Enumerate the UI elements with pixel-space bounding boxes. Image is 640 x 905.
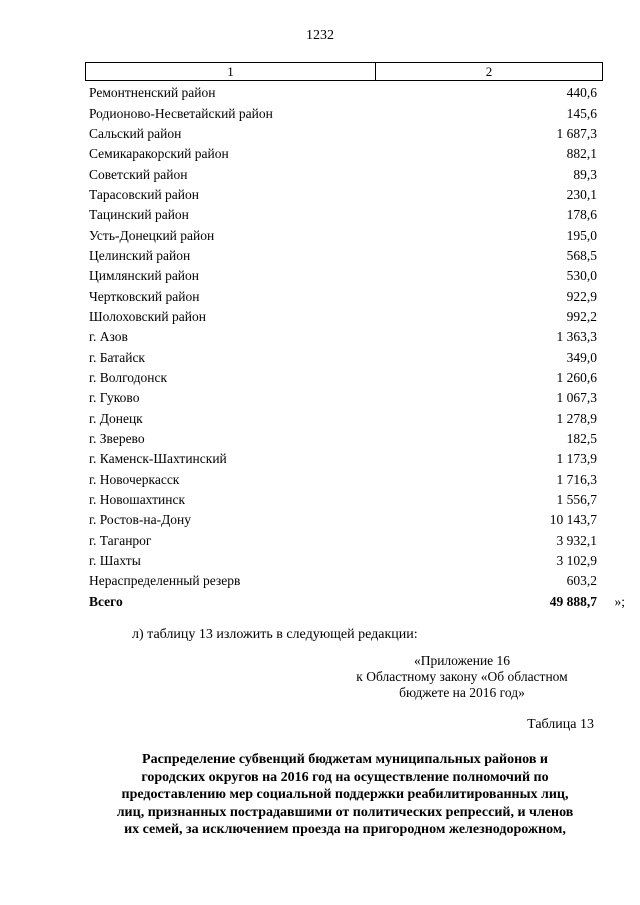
row-name: г. Каменск-Шахтинский: [89, 451, 227, 467]
page-number: 1232: [306, 28, 334, 43]
row-name: г. Новочеркасск: [89, 471, 180, 487]
appendix-line: к Областному закону «Об областном: [356, 669, 568, 684]
table-row: [85, 205, 603, 225]
row-name: Целинский район: [89, 247, 191, 263]
table-row: [85, 490, 603, 510]
row-name: Усть-Донецкий район: [89, 227, 215, 243]
row-name: г. Азов: [89, 329, 128, 345]
row-name: Родионово-Несветайский район: [89, 105, 273, 121]
row-value: 145,6: [566, 105, 597, 121]
appendix-reference: [330, 653, 594, 701]
table-row: [85, 409, 603, 429]
title-line: их семей, за исключением проезда на пригородном железнодорожном,: [124, 822, 566, 837]
table-header: [85, 62, 603, 81]
row-value: 882,1: [566, 146, 597, 162]
total-value: 49 888,7: [549, 593, 597, 609]
table-row: [85, 185, 603, 205]
row-value: 182,5: [566, 431, 597, 447]
appendix-line: «Приложение 16: [413, 653, 511, 668]
row-name: г. Ростов-на-Дону: [89, 512, 192, 528]
table-row: [85, 286, 603, 306]
row-value: 230,1: [566, 186, 597, 202]
row-value: 530,0: [566, 268, 597, 284]
row-value: 1 687,3: [556, 125, 597, 141]
row-value: 440,6: [566, 85, 597, 101]
title-line: лиц, признанных пострадавшими от политических репрессий, и членов: [116, 804, 574, 820]
table-row: [85, 307, 603, 327]
row-name: Нераспределенный резерв: [89, 573, 241, 589]
row-name: Семикаракорский район: [89, 146, 229, 162]
table-row: [85, 531, 603, 551]
table-row: [85, 388, 603, 408]
row-value: 568,5: [566, 247, 597, 263]
row-name: г. Батайск: [89, 349, 145, 365]
row-value: 603,2: [566, 573, 597, 589]
table-body: [85, 83, 603, 592]
row-name: г. Волгодонск: [89, 369, 168, 385]
table-row: [85, 124, 603, 144]
table-row: [85, 571, 603, 591]
row-name: Сальский район: [89, 125, 182, 141]
table-row: [85, 246, 603, 266]
table-row: [85, 144, 603, 164]
table-row: [85, 83, 603, 103]
row-value: 1 556,7: [556, 492, 597, 508]
table-row: [85, 327, 603, 347]
title-line: Распределение субвенций бюджетам муниципальных районов и: [142, 752, 548, 767]
column-header-2: 2: [485, 64, 493, 79]
row-value: 195,0: [566, 227, 597, 243]
appendix-line: бюджете на 2016 год»: [399, 685, 525, 700]
title-line: предоставлению мер социальной поддержки реабилитированных лиц,: [121, 787, 569, 802]
row-value: 1 173,9: [556, 451, 597, 467]
row-name: г. Гуково: [89, 390, 140, 406]
closing-quote: »;: [614, 593, 625, 609]
row-name: г. Новошахтинск: [89, 492, 185, 508]
table-row: [85, 225, 603, 245]
row-name: Цимлянский район: [89, 268, 200, 284]
row-name: г. Донецк: [89, 410, 143, 426]
table-row: [85, 368, 603, 388]
row-name: Ремонтненский район: [89, 85, 216, 101]
table-row: [85, 429, 603, 449]
row-value: 1 716,3: [556, 471, 597, 487]
row-name: Советский район: [89, 166, 188, 182]
row-value: 1 260,6: [556, 369, 597, 385]
row-name: г. Зверево: [89, 431, 145, 447]
row-value: 89,3: [573, 166, 597, 182]
row-value: 1 067,3: [556, 390, 597, 406]
title-line: городских округов на 2016 год на осуществление полномочий по: [141, 769, 549, 785]
table-row: [85, 164, 603, 184]
row-name: Тарасовский район: [89, 186, 199, 202]
total-row: [85, 592, 625, 612]
amendment-instruction: л) таблицу 13 изложить в следующей редакции:: [132, 627, 418, 642]
row-name: Шолоховский район: [89, 308, 206, 324]
table-row: [85, 103, 603, 123]
row-value: 3 102,9: [556, 553, 597, 569]
table-row: [85, 470, 603, 490]
row-value: 178,6: [566, 207, 597, 223]
total-label: Всего: [89, 593, 123, 609]
column-header-1: 1: [86, 63, 376, 80]
table-row: [85, 510, 603, 530]
table-label: Таблица 13: [527, 717, 594, 732]
row-value: 3 932,1: [556, 532, 597, 548]
row-value: 1 278,9: [556, 410, 597, 426]
table-row: [85, 347, 603, 367]
subvention-table: [85, 62, 625, 612]
row-value: 349,0: [566, 349, 597, 365]
table-row: [85, 449, 603, 469]
row-name: Чертковский район: [89, 288, 200, 304]
table-row: [85, 266, 603, 286]
row-name: Тацинский район: [89, 207, 189, 223]
row-value: 10 143,7: [549, 512, 597, 528]
row-name: г. Шахты: [89, 553, 141, 569]
table-row: [85, 551, 603, 571]
table-title: [110, 751, 580, 839]
row-name: г. Таганрог: [89, 532, 152, 548]
row-value: 1 363,3: [556, 329, 597, 345]
row-value: 992,2: [566, 308, 597, 324]
row-value: 922,9: [566, 288, 597, 304]
